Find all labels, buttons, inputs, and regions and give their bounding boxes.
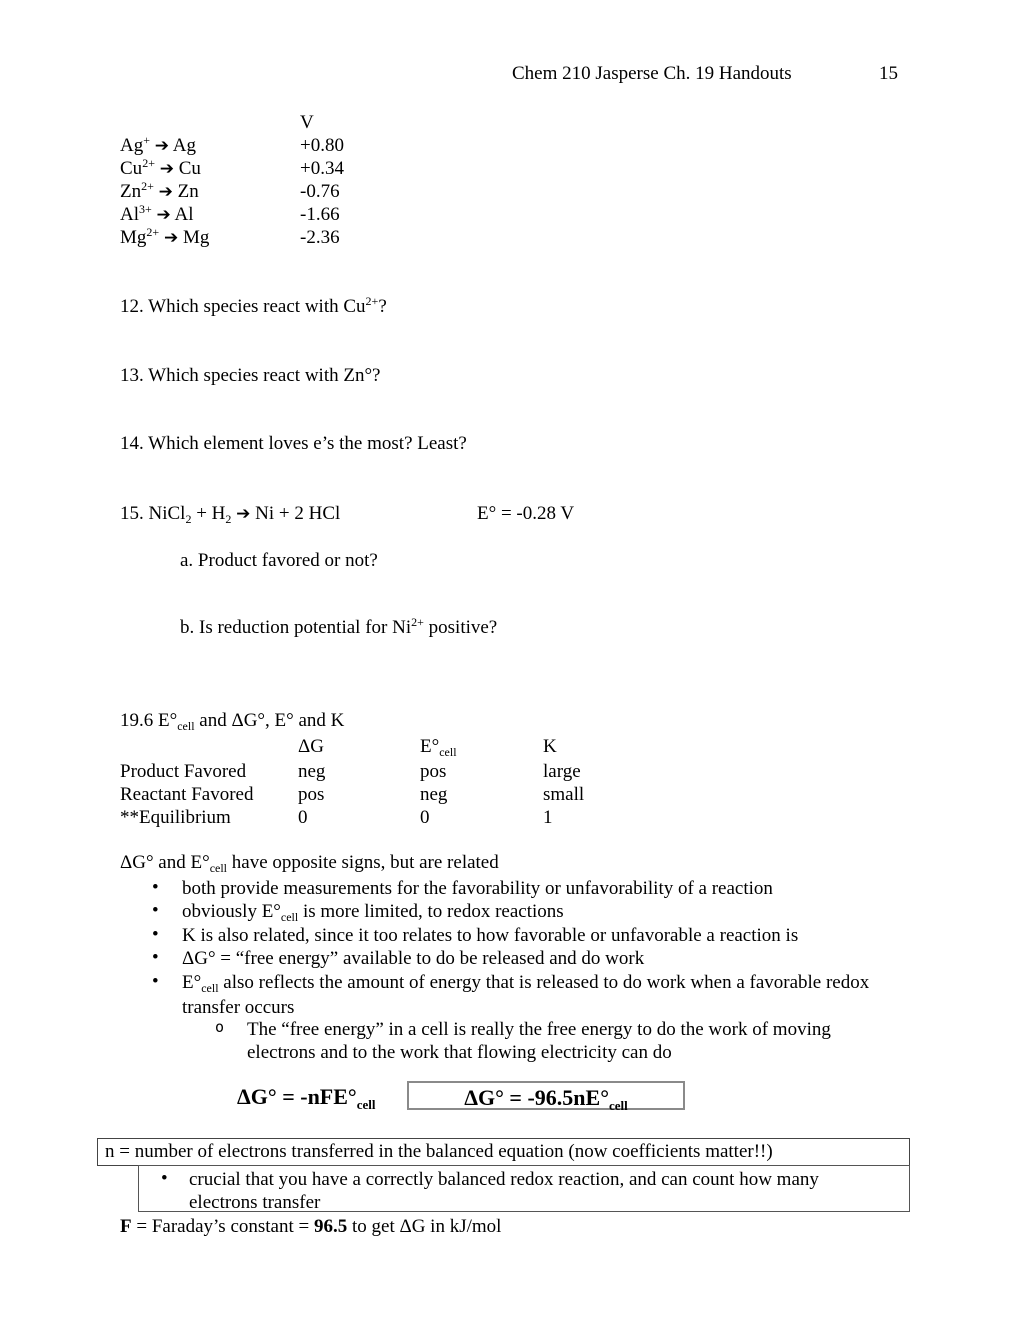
cell-k: large — [543, 761, 581, 782]
cell-dg: 0 — [298, 807, 308, 828]
right-arrow-icon: ➔ — [236, 504, 251, 524]
question-15b: b. Is reduction potential for $Ni^{2+}$ positive? — [180, 615, 498, 638]
bullet-item — [152, 900, 564, 925]
sub-bullet-icon: o — [215, 1018, 225, 1036]
column-header-ecell: $E^\circ_{cell}$ — [420, 736, 457, 759]
half-reaction: $Al^{3+}$ ➔ Al — [120, 202, 194, 225]
bullet-icon: • — [152, 924, 159, 945]
favorability-table — [120, 735, 584, 829]
cell-k: 1 — [543, 807, 553, 828]
potentials-table — [120, 111, 344, 249]
bullet-icon: • — [152, 947, 159, 968]
potential-row — [120, 203, 344, 226]
n-definition-box: n = number of electrons transferred in the balanced equation (now coefficients matter!!) — [97, 1138, 910, 1166]
cell-dg: neg — [298, 761, 326, 782]
potentials-unit-header: V — [300, 112, 314, 133]
section-196-heading: 19.6 $E^\circ_{cell}$ and ΔG°, E° and K — [120, 710, 345, 733]
row-label: **Equilibrium — [120, 807, 231, 828]
bullet-icon: • — [152, 971, 159, 992]
right-arrow-icon: ➔ — [156, 205, 171, 225]
half-reaction: $Cu^{2+}$ ➔ Cu — [120, 156, 201, 179]
sub-bullet-item: o The “free energy” in a cell is really the free energy to do the work of moving electrons and to the work that flowing electricity can do — [215, 1018, 831, 1063]
half-reaction: $Zn^{2+}$ ➔ Zn — [120, 179, 199, 202]
bullet-text: $E^\circ_{cell}$ also reflects the amount of energy that is released to do work when a favorable redox transfer occurs — [182, 972, 870, 1018]
right-arrow-icon: ➔ — [154, 136, 170, 156]
bullet-item: • ΔG° = “free energy” available to do be released and do work — [152, 947, 645, 969]
right-arrow-icon: ➔ — [159, 159, 174, 179]
potential-value: +0.80 — [300, 135, 344, 156]
cell-dg: pos — [298, 784, 325, 805]
page-header-title: Chem 210 Jasperse Ch. 19 Handouts — [512, 63, 792, 84]
relationship-intro: ΔG° and $E^\circ_{cell}$ have opposite signs, but are related — [120, 852, 499, 875]
bullet-item — [152, 971, 872, 1019]
question-13: 13. Which species react with Zn°? — [120, 365, 381, 386]
question-15-potential: E° = -0.28 V — [477, 503, 575, 524]
question-15-equation: 15. NiCl$_2$ + $H_2$ ➔ Ni + 2 HCl — [120, 503, 341, 526]
faraday-constant-note: F = Faraday’s constant = 96.5 to get ΔG in kJ/mol — [120, 1216, 502, 1237]
favorability-header-spacer — [120, 735, 298, 760]
bullet-icon: • — [161, 1168, 168, 1189]
question-15a: a. Product favored or not? — [180, 550, 378, 571]
potential-row — [120, 157, 344, 180]
half-reaction: $Mg^{2+}$ ➔ Mg — [120, 225, 210, 248]
bullet-item: • both provide measurements for the favorability or unfavorability of a reaction — [152, 877, 773, 899]
potentials-header-spacer — [120, 111, 300, 134]
cell-ecell: 0 — [420, 807, 430, 828]
potentials-header-row — [120, 111, 344, 134]
potential-row — [120, 226, 344, 249]
bullet-text: obviously $E^\circ_{cell}$ is more limited, to redox reactions — [182, 901, 564, 924]
column-header-dg: ΔG — [298, 736, 324, 757]
potential-row — [120, 134, 344, 157]
right-arrow-icon: ➔ — [158, 182, 173, 202]
cell-ecell: neg — [420, 784, 448, 805]
crucial-note-box: • crucial that you have a correctly balanced redox reaction, and can count how many electrons transfer — [138, 1165, 910, 1212]
potential-value: -2.36 — [300, 227, 340, 248]
bullet-icon: • — [152, 877, 159, 898]
page-number: 15 — [879, 63, 898, 84]
bullet-icon: • — [152, 900, 159, 921]
right-arrow-icon: ➔ — [163, 228, 179, 248]
column-header-k: K — [543, 736, 557, 757]
formula-dg-nfe: $\Delta G^\circ = -nFE^\circ_{cell}$ — [237, 1084, 376, 1112]
potential-row — [120, 180, 344, 203]
half-reaction: Ag+ ➔ Ag — [120, 133, 196, 156]
potential-value: -0.76 — [300, 181, 340, 202]
row-label: Reactant Favored — [120, 784, 254, 805]
potential-value: +0.34 — [300, 158, 344, 179]
formula-dg-96-box: $\Delta G^\circ = -96.5nE^\circ_{cell}$ — [407, 1081, 685, 1110]
cell-ecell: pos — [420, 761, 447, 782]
question-12: 12. Which species react with $Cu^{2+}$? — [120, 294, 387, 317]
row-label: Product Favored — [120, 761, 247, 782]
cell-k: small — [543, 784, 585, 805]
potential-value: -1.66 — [300, 204, 340, 225]
bullet-item: • K is also related, since it too relates to how favorable or unfavorable a reaction is — [152, 924, 799, 946]
question-14: 14. Which element loves e’s the most? Least? — [120, 433, 467, 454]
